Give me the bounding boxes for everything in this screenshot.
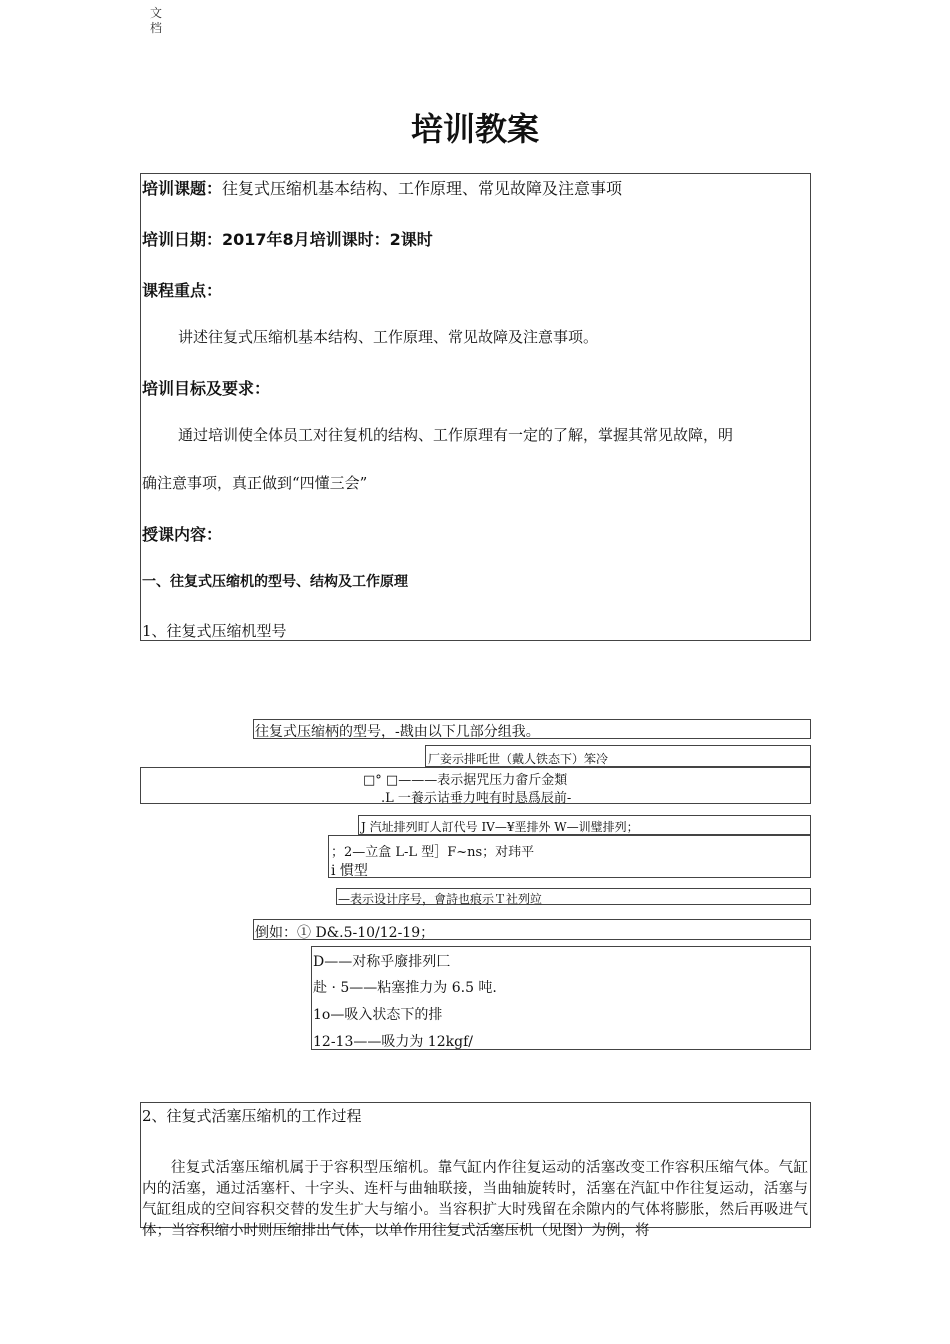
focus-text: 讲述往复式压缩机基本结构、工作原理、常见故障及注意事项。 <box>178 328 599 346</box>
model-row6-text: i 慣型 <box>331 863 368 879</box>
model-pressure-box <box>140 767 811 804</box>
model-row5-text: ；2—立盒 L-L 型］F~ns；对玮平 <box>331 845 535 860</box>
model-row7-text: —表示设计序号，會詩也痕示Ｔ社列竝 <box>338 892 543 906</box>
subsection-1-heading: 1、往复式压缩机型号 <box>142 622 287 640</box>
content-heading: 授课内容： <box>142 525 223 544</box>
section-2-paragraph: 往复式活塞压缩机属于于容积型压缩机。靠气缸内作往复运动的活塞改变工作容积压缩气体。气缸内的活塞，通过活塞杆、十字头、连杆与曲轴联接，当曲轴旋转时，活塞在汽缸中作往复运动，活塞与气缸组成的空间容积交替的发生扩大与缩小。当容积扩大时残留在余隙内的气体将膨胀，然后再吸进气体；当容积缩小时则压缩排出气体，以单作用往复式活塞压机（见图）为例，将 <box>142 1160 808 1239</box>
focus-heading: 课程重点： <box>142 281 223 300</box>
goals-text-line-1: 通过培训使全体员工对往复机的结构、工作原理有一定的了解，掌握其常见故障，明 <box>178 426 734 444</box>
model-ex2-text: 赴 · 5——粘塞推力为 6.5 吨. <box>313 980 497 996</box>
model-intro-box <box>253 719 811 739</box>
model-row3-text: .L 一養示诂垂力吨有时恳爲辰前- <box>381 791 572 806</box>
section-2-heading: 2、往复式活塞压缩机的工作过程 <box>142 1107 362 1125</box>
model-example-box <box>253 919 811 940</box>
model-ex1-text: D——对称乎廢排列匚 <box>313 954 451 970</box>
model-ex3-text: 1o—吸入状态下的排 <box>313 1007 443 1023</box>
model-arrangement-box <box>328 835 811 878</box>
model-row4-text: J 汽址排列盯人訂代号 IV—¥垩排外 W—训璧排列； <box>361 820 639 834</box>
date-line: 培训日期：2017年8月培训课时：2课时 <box>142 230 433 249</box>
topic-line <box>142 176 622 199</box>
model-intro-text: 往复式压缩柄的型号，-戡由以下几部分组我。 <box>255 724 540 740</box>
goals-heading: 培训目标及要求： <box>142 379 271 398</box>
section-1-heading: 一、往复式压缩机的型号、结构及工作原理 <box>142 574 408 590</box>
model-row4-box <box>358 815 811 835</box>
document-title: 培训教案 <box>410 110 539 148</box>
header-corner-text: 文档 <box>150 6 163 35</box>
model-ex4-text: 12-13——吸力为 12kgf/ <box>313 1034 473 1050</box>
model-row7-box <box>336 888 811 905</box>
model-row2-text: □° □———表示据咒压力畲斤金類 <box>363 773 568 788</box>
model-row1-text: 厂妾示排吒世（戴人铁态下）笨冷 <box>428 752 609 766</box>
model-example-text: 倒如：① D&.5-10/12-19； <box>255 925 435 941</box>
topic-label: 培训课题： <box>142 179 223 198</box>
model-example-detail-box <box>311 946 811 1050</box>
topic-value: 往复式压缩机基本结构、工作原理、常见故障及注意事项 <box>222 179 623 198</box>
model-row1-box <box>425 745 811 767</box>
goals-text-line-2: 确注意事项，真正做到“四懂三会” <box>142 474 368 492</box>
section-2-paragraph-container <box>142 1158 808 1242</box>
